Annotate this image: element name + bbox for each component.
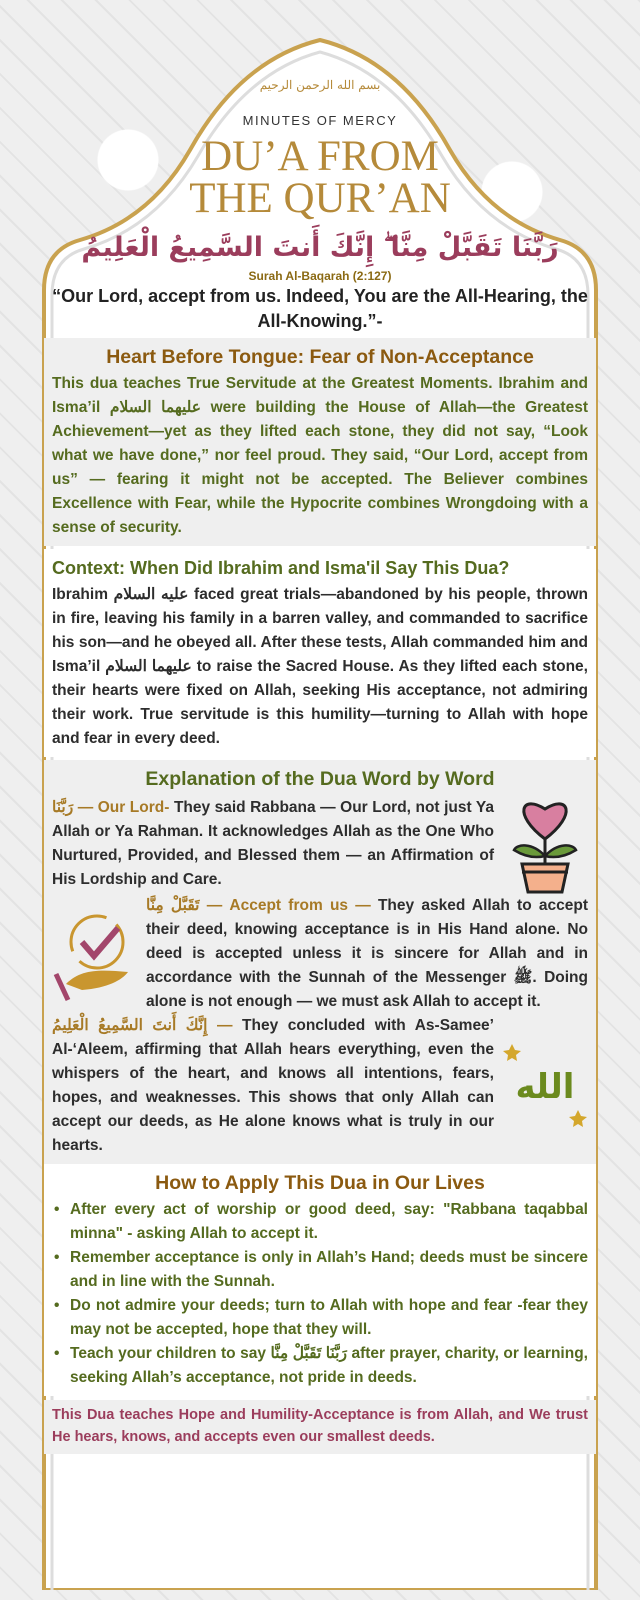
- dua-translation: “Our Lord, accept from us. Indeed, You are the All-Hearing, the All-Knowing.”-: [52, 286, 588, 331]
- term-text: They asked Allah to accept their deed, knowing acceptance is in His Hand alone. No deed is accepted unless it is sincere for Allah and in accordance with the Sunnah of the Messenger ﷺ. Doing alone is not enough — we must ask Allah to accept it.: [146, 897, 588, 1010]
- surah-reference: Surah Al-Baqarah (2:127): [248, 269, 392, 283]
- bismillah-calligraphy: بسم الله الرحمن الرحيم: [259, 78, 381, 92]
- section-explanation: [44, 760, 596, 1164]
- section-heading: Explanation of the Dua Word by Word: [145, 768, 495, 790]
- svg-text:الله: الله: [515, 1067, 575, 1107]
- list-item: • Teach your children to say رَبَّنَا تَقَبَّلْ مِنَّا after prayer, charity, or learning, seeking Allah’s acceptance, not pride in deeds.: [52, 1342, 588, 1390]
- list-item: • After every act of worship or good deed, say: "Rabbana taqabbal minna" - asking Allah to accept it.: [52, 1198, 588, 1246]
- section-body: Ibrahim عليه السلام faced great trials—abandoned by his people, thrown in fire, leaving his family in a barren valley, and commanded to sacrifice his son—and he obeyed all. After these tests, Allah commanded him and Isma’il عليهما السلام to raise the Sacred House. As they lifted each stone, their hearts were fixed on Allah, seeking His acceptance, not admiring their work. True servitude is this humility—turning to Allah with hope and fear in every deed.: [52, 586, 588, 747]
- explanation-item: [52, 894, 588, 1014]
- apply-list: [52, 1198, 588, 1390]
- term-label: تَقَبَّلْ مِنَّا — Accept from us —: [146, 897, 371, 914]
- footer-text: This Dua teaches Hope and Humility-Acceptance is from Allah, and We trust He hears, knows, and accepts even our smallest deeds.: [52, 1407, 588, 1445]
- explanation-item: [52, 794, 588, 894]
- section-heart-before-tongue: [44, 338, 596, 546]
- explanation-item: [52, 1014, 588, 1158]
- section-context: [44, 549, 596, 757]
- section-heading: How to Apply This Dua in Our Lives: [155, 1172, 485, 1194]
- page-title: DU’A FROM THE QUR’AN: [189, 133, 451, 222]
- section-apply: [44, 1164, 596, 1396]
- section-heading: Heart Before Tongue: Fear of Non-Acceptance: [106, 346, 534, 368]
- accept-hand-icon: [52, 904, 138, 1004]
- allah-calligraphy-icon: [502, 1036, 588, 1136]
- list-item: • Do not admire your deeds; turn to Allah with hope and fear -fear they may not be accepted, hope that they will.: [52, 1294, 588, 1342]
- term-text: They concluded with As-Samee’ Al-‘Aleem, affirming that Allah hears everything, even the whispers of the heart, and knows all intentions, fears, hopes, and weaknesses. This shows that only Allah can accept our deeds, as He alone knows what is truly in our hearts.: [52, 1017, 494, 1154]
- footer-note: [44, 1400, 596, 1454]
- list-item: • Remember acceptance is only in Allah’s Hand; deeds must be sincere and in line with the Sunnah.: [52, 1246, 588, 1294]
- dua-arabic: رَبَّنَا تَقَبَّلْ مِنَّا ۖ إِنَّكَ أَنتَ السَّمِيعُ الْعَلِيمُ: [81, 232, 559, 263]
- section-body: This dua teaches True Servitude at the Greatest Moments. Ibrahim and Isma’il عليهما السلام were building the House of Allah—the Greatest Achievement—yet as they lifted each stone, they did not say, “Look what we have done,” nor feel proud. They said, “Our Lord, accept from us” — fearing it might not be accepted. The Believer combines Excellence with Fear, while the Hypocrite combines Wrongdoing with a sense of security.: [52, 375, 588, 536]
- term-label: إِنَّكَ أَنتَ السَّمِيعُ الْعَلِيمُ —: [52, 1017, 233, 1034]
- term-label: رَبَّنَا — Our Lord-: [52, 799, 170, 816]
- heart-plant-icon: [502, 794, 588, 894]
- section-heading: Context: When Did Ibrahim and Isma'il Say This Dua?: [52, 558, 510, 578]
- brand-name: MINUTES OF MERCY: [242, 113, 398, 128]
- term-text: They said Rabbana — Our Lord, not just Ya Allah or Ya Rahman. It acknowledges Allah as the One Who Nurtured, Provided, and Blessed them — an Affirmation of His Lordship and Care.: [52, 799, 495, 888]
